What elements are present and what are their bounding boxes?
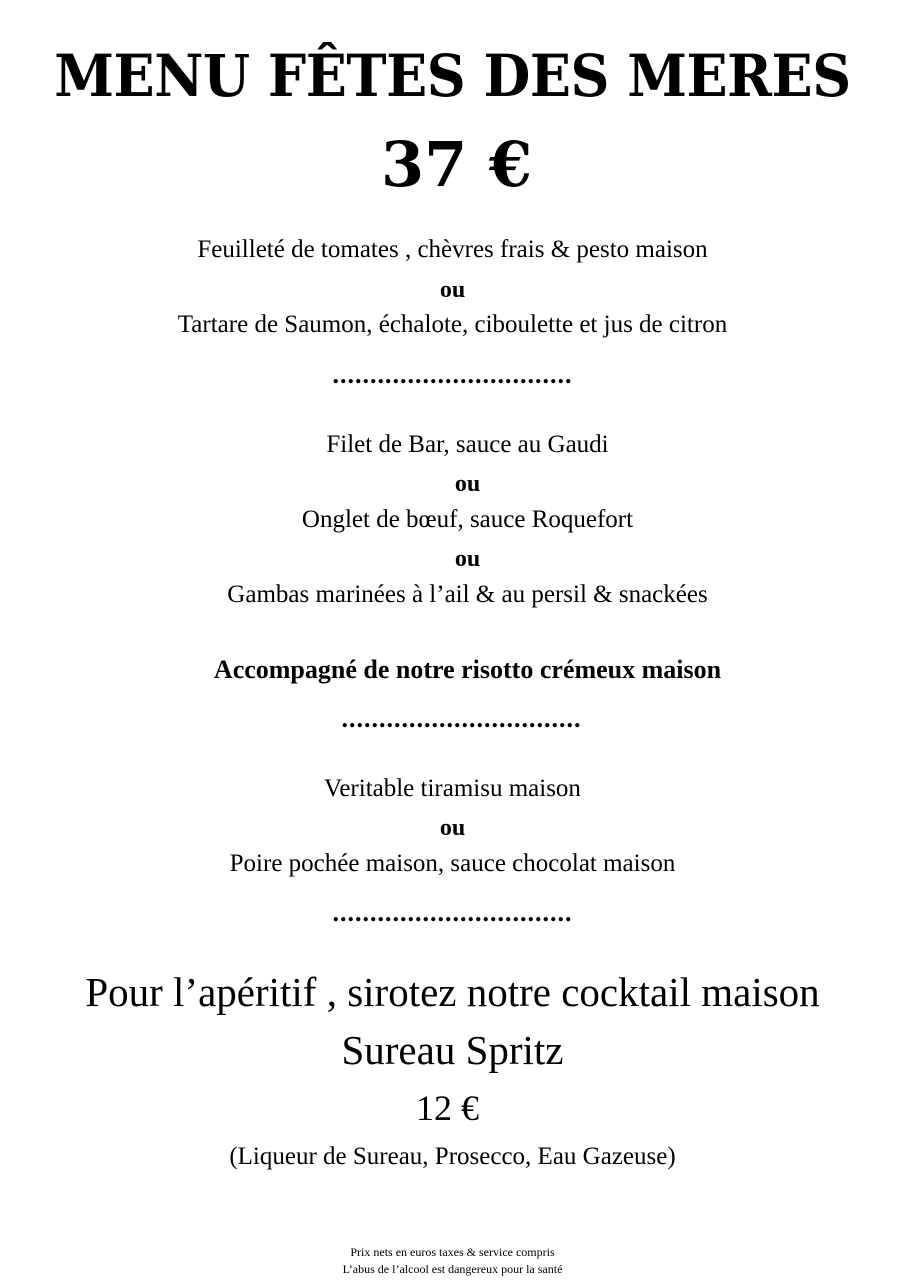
main-side: Accompagné de notre risotto crémeux maison [213, 655, 722, 684]
separator-3: ................................ [332, 898, 573, 927]
main-option-3: Gambas marinées à l’ail & au persil & snackées [227, 581, 708, 608]
main-or-1: ou [454, 471, 481, 497]
aperitif-ingredients: (Liqueur de Sureau, Prosecco, Eau Gazeuse) [229, 1143, 676, 1170]
aperitif-intro: Pour l’apéritif , sirotez notre cocktail maison [85, 969, 820, 1015]
separator-1: ................................ [332, 360, 573, 389]
separator-2: ................................ [341, 704, 582, 733]
dessert-option-2: Poire pochée maison, sauce chocolat maison [229, 850, 676, 877]
footer-prices: Prix nets en euros taxes & service compris [350, 1245, 555, 1259]
menu-title: MENU FÊTES DES MERES [54, 42, 851, 110]
footer-alcohol-warning: L’abus de l’alcool est dangereux pour la santé [342, 1262, 563, 1276]
main-or-2: ou [454, 546, 481, 572]
aperitif-name: Sureau Spritz [341, 1027, 564, 1073]
dessert-or: ou [439, 815, 466, 841]
main-option-1: Filet de Bar, sauce au Gaudi [326, 431, 609, 458]
starter-option-1: Feuilleté de tomates , chèvres frais & pesto maison [197, 236, 708, 263]
main-option-2: Onglet de bœuf, sauce Roquefort [301, 506, 634, 533]
aperitif-price: 12 € [416, 1088, 479, 1128]
menu-price: 37 € [380, 128, 532, 201]
starter-option-2: Tartare de Saumon, échalote, ciboulette et jus de citron [177, 311, 728, 338]
starter-or: ou [439, 277, 466, 303]
dessert-option-1: Veritable tiramisu maison [324, 775, 581, 802]
